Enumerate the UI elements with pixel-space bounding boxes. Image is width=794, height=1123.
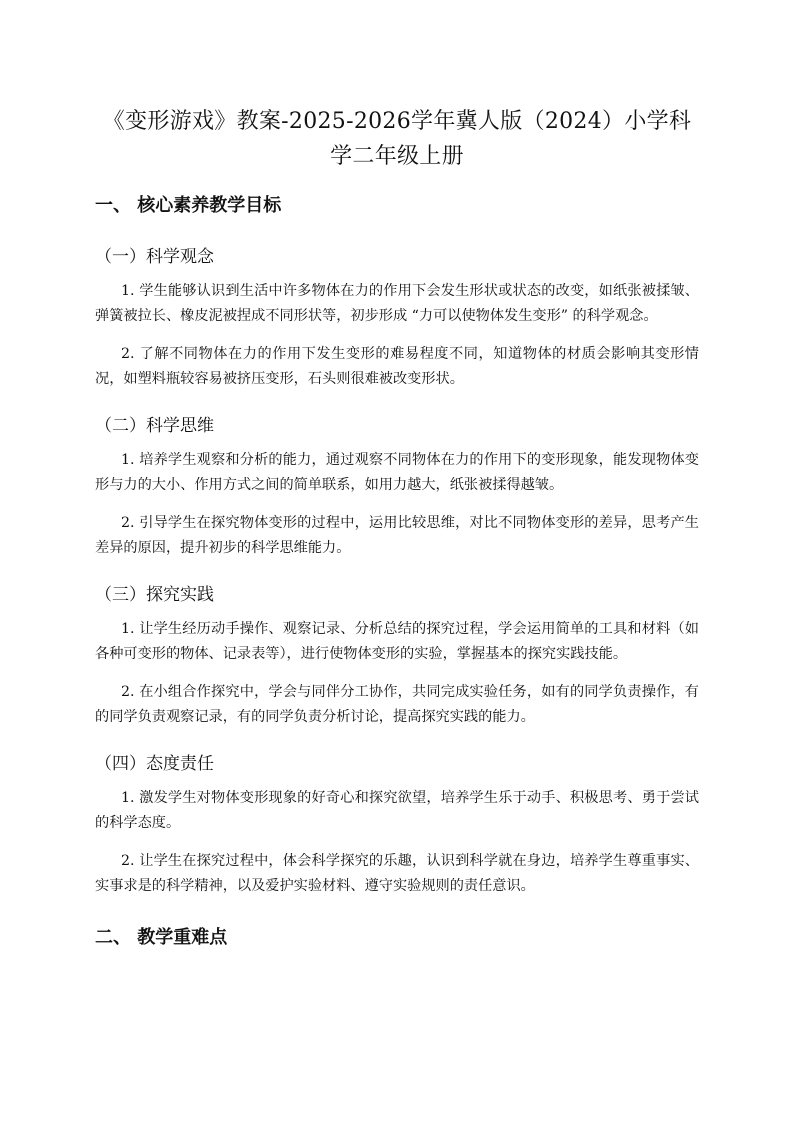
paragraph: 2. 让学生在探究过程中，体会科学探究的乐趣，认识到科学就在身边，培养学生尊重事实、实事求是的科学精神，以及爱护实验材料、遵守实验规则的责任意识。 (95, 853, 699, 894)
paragraph: 2. 在小组合作探究中，学会与同伴分工协作，共同完成实验任务，如有的同学负责操作，有的同学负责观察记录，有的同学负责分析讨论，提高探究实践的能力。 (95, 684, 699, 725)
subsection-heading-science-concepts: （一）科学观念 (95, 247, 214, 267)
subsection-heading-attitude-responsibility: （四）态度责任 (95, 754, 214, 774)
document-title: 《变形游戏》教案-2025-2026学年冀人版（2024）小学科学二年级上册 (102, 109, 692, 169)
subsection-heading-inquiry-practice: （三）探究实践 (95, 585, 214, 605)
section-heading-core-literacy-goals: 一、 核心素养教学目标 (95, 195, 282, 216)
paragraph: 1. 学生能够认识到生活中许多物体在力的作用下会发生形状或状态的改变，如纸张被揉皱、弹簧被拉长、橡皮泥被捏成不同形状等，初步形成 “力可以使物体发生变形” 的科学观念。 (95, 283, 699, 324)
paragraph: 1. 激发学生对物体变形现象的好奇心和探究欲望，培养学生乐于动手、积极思考、勇于尝试的科学态度。 (95, 790, 699, 831)
paragraph: 1. 让学生经历动手操作、观察记录、分析总结的探究过程，学会运用简单的工具和材料（如各种可变形的物体、记录表等），进行使物体变形的实验，掌握基本的探究实践技能。 (95, 621, 699, 662)
paragraph: 2. 引导学生在探究物体变形的过程中，运用比较思维，对比不同物体变形的差异，思考产生差异的原因，提升初步的科学思维能力。 (95, 515, 699, 556)
section-heading-key-difficult-points: 二、 教学重难点 (95, 927, 228, 948)
paragraph: 2. 了解不同物体在力的作用下发生变形的难易程度不同，知道物体的材质会影响其变形情况，如塑料瓶较容易被挤压变形，石头则很难被改变形状。 (95, 346, 699, 387)
paragraph: 1. 培养学生观察和分析的能力，通过观察不同物体在力的作用下的变形现象，能发现物体变形与力的大小、作用方式之间的简单联系，如用力越大，纸张被揉得越皱。 (95, 452, 699, 493)
subsection-heading-science-thinking: （二）科学思维 (95, 416, 214, 436)
